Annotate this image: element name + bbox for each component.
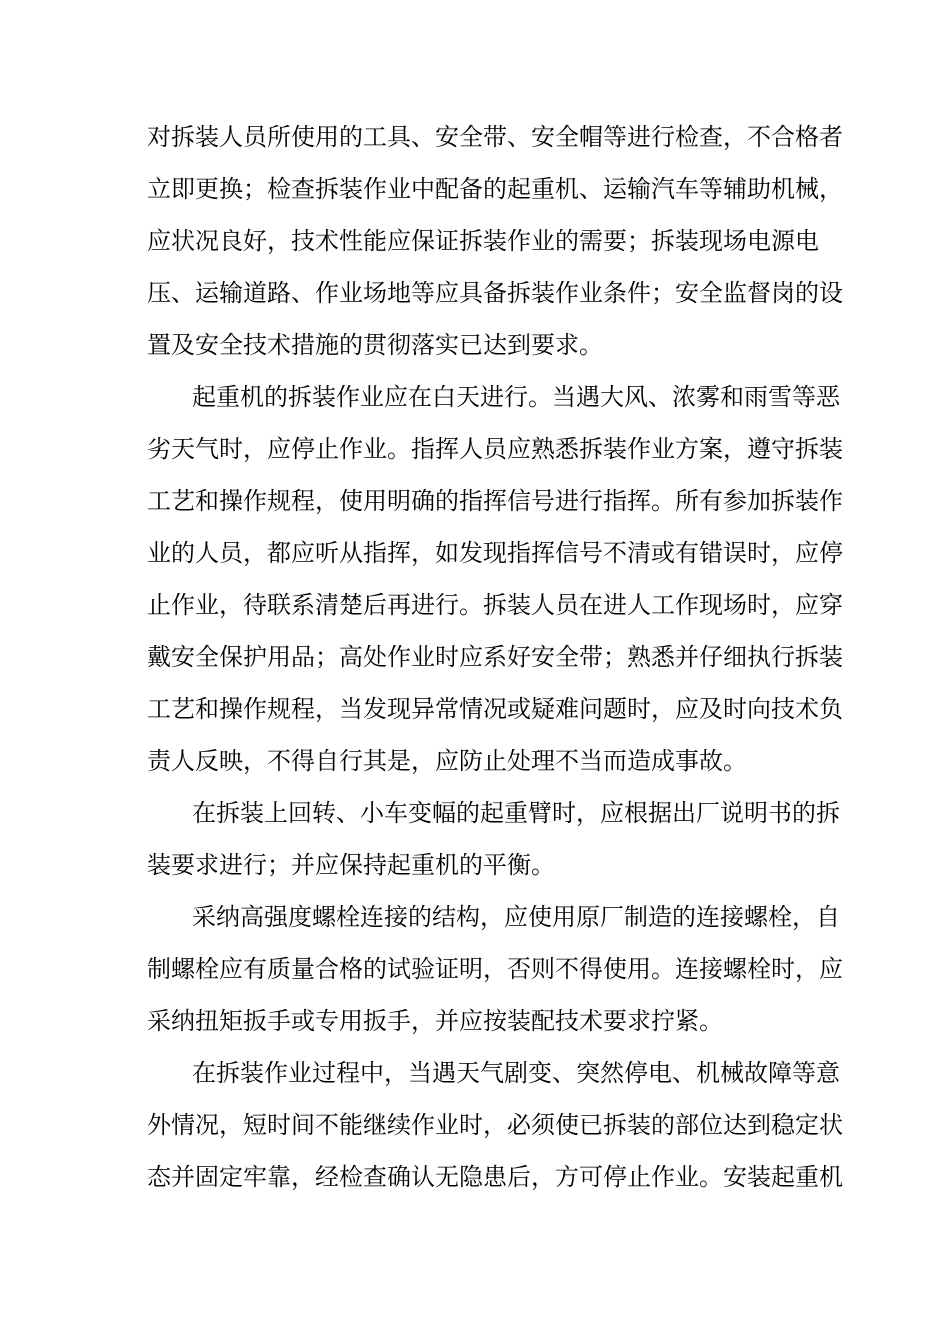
text-line — [0, 215, 950, 267]
text-line-content: 戴安全保护用品；高处作业时应系好安全带；熟悉并仔细执行拆装 — [147, 643, 843, 671]
text-line-content: 工艺和操作规程，使用明确的指挥信号进行指挥。所有参加拆装作 — [147, 487, 843, 515]
text-line-content: 对拆装人员所使用的工具、安全带、安全帽等进行检查，不合格者 — [147, 123, 843, 151]
text-line — [0, 1047, 950, 1099]
text-line — [0, 1099, 950, 1151]
text-line-content: 在拆装上回转、小车变幅的起重臂时，应根据出厂说明书的拆 — [192, 799, 840, 827]
text-line-content: 起重机的拆装作业应在白天进行。当遇大风、浓雾和雨雪等恶 — [192, 383, 840, 411]
text-line — [0, 319, 950, 371]
text-line-content: 工艺和操作规程，当发现异常情况或疑难问题时，应及时向技术负 — [147, 695, 843, 723]
text-line — [0, 839, 950, 891]
text-line — [0, 995, 950, 1047]
text-line — [0, 475, 950, 527]
text-line-content: 业的人员，都应听从指挥，如发现指挥信号不清或有错误时，应停 — [147, 539, 843, 567]
text-line — [0, 111, 950, 163]
text-line-content: 应状况良好，技术性能应保证拆装作业的需要；拆装现场电源电 — [147, 227, 819, 255]
text-line-content: 压、运输道路、作业场地等应具备拆装作业条件；安全监督岗的设 — [147, 279, 843, 307]
text-line-content: 在拆装作业过程中，当遇天气剧变、突然停电、机械故障等意 — [192, 1059, 840, 1087]
text-line-content: 外情况，短时间不能继续作业时，必须使已拆装的部位达到稳定状 — [147, 1111, 843, 1139]
text-line — [0, 579, 950, 631]
text-line-content: 置及安全技术措施的贯彻落实已达到要求。 — [147, 331, 603, 359]
text-line-content: 劣天气时，应停止作业。指挥人员应熟悉拆装作业方案，遵守拆装 — [147, 435, 843, 463]
text-line — [0, 683, 950, 735]
text-line-content: 责人反映，不得自行其是，应防止处理不当而造成事故。 — [147, 747, 747, 775]
text-line — [0, 527, 950, 579]
text-line-content: 采纳扭矩扳手或专用扳手，并应按装配技术要求拧紧。 — [147, 1007, 723, 1035]
text-line-content: 制螺栓应有质量合格的试验证明，否则不得使用。连接螺栓时，应 — [147, 955, 843, 983]
text-line — [0, 267, 950, 319]
text-line — [0, 943, 950, 995]
text-line — [0, 1151, 950, 1203]
text-line — [0, 631, 950, 683]
text-line-content: 止作业，待联系清楚后再进行。拆装人员在进人工作现场时，应穿 — [147, 591, 843, 619]
text-line-content: 态并固定牢靠，经检查确认无隐患后，方可停止作业。安装起重机 — [147, 1163, 843, 1191]
text-line — [0, 423, 950, 475]
text-line — [0, 787, 950, 839]
text-line — [0, 371, 950, 423]
text-line-content: 采纳高强度螺栓连接的结构，应使用原厂制造的连接螺栓，自 — [192, 903, 840, 931]
text-line — [0, 163, 950, 215]
text-line-content: 立即更换；检查拆装作业中配备的起重机、运输汽车等辅助机械， — [147, 175, 843, 203]
text-line — [0, 891, 950, 943]
text-line — [0, 735, 950, 787]
text-line-content: 装要求进行；并应保持起重机的平衡。 — [147, 851, 555, 879]
